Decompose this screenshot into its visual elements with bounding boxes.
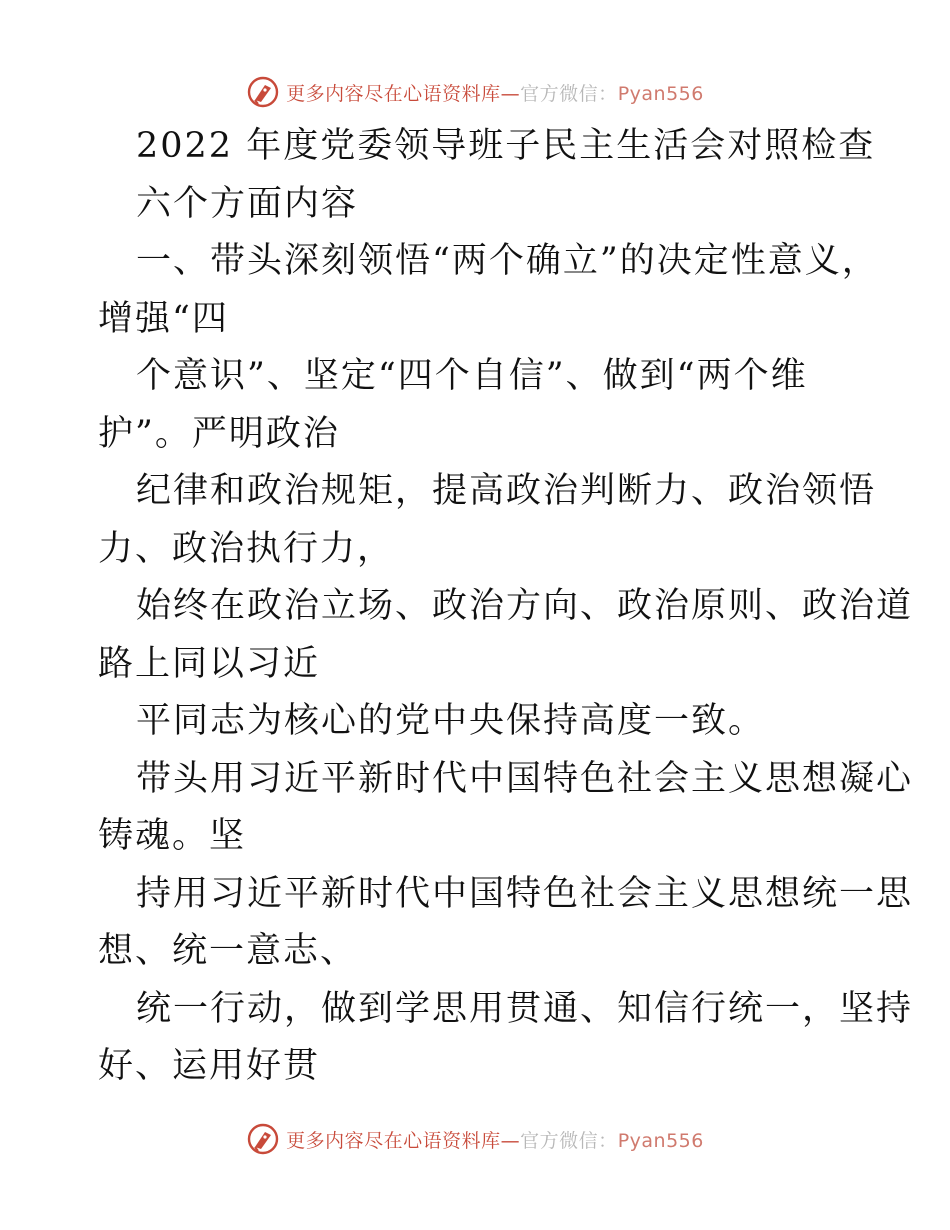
text-line: 一、带头深刻领悟“两个确立”的决定性意义， [136, 241, 879, 281]
text-line: 铸魂。坚 [98, 816, 247, 856]
document-body [98, 118, 914, 1096]
text-line: 想、统一意志、 [98, 931, 358, 971]
text-line: 力、政治执行力， [98, 528, 395, 569]
watermark-brand: 更多内容尽在心语资料库— [286, 82, 521, 105]
text-line: 纪律和政治规矩，提高政治判断力、政治领悟 [136, 471, 877, 511]
footer-watermark [0, 1117, 950, 1161]
text-line: 六个方面内容 [136, 183, 359, 224]
text-line: 路上同以习近 [98, 643, 321, 684]
watermark-wechat-label: 官方微信： [520, 82, 618, 105]
header-watermark [0, 70, 950, 114]
text-line: 2022 年度党委领导班子民主生活会对照检查 [136, 126, 876, 166]
text-line: 好、运用好贯 [98, 1046, 321, 1086]
pen-nib-logo-icon [246, 1122, 280, 1156]
watermark-wechat-id: Pyan556 [617, 82, 704, 105]
pen-nib-logo-icon [246, 75, 280, 109]
text-line: 带头用习近平新时代中国特色社会主义思想凝心 [136, 758, 914, 799]
text-line: 持用习近平新时代中国特色社会主义思想统一思 [136, 873, 914, 914]
text-line: 护”。严明政治 [98, 413, 340, 454]
text-line: 增强“四 [98, 298, 229, 339]
text-line: 统一行动，做到学思用贯通、知信行统一，坚持 [136, 988, 914, 1029]
watermark-wechat-label: 官方微信： [520, 1129, 618, 1152]
watermark-text [286, 1126, 704, 1153]
text-line: 个意识”、坚定“四个自信”、做到“两个维 [136, 356, 808, 396]
watermark-brand: 更多内容尽在心语资料库— [286, 1129, 521, 1152]
watermark-wechat-id: Pyan556 [617, 1129, 704, 1152]
text-line: 始终在政治立场、政治方向、政治原则、政治道 [136, 586, 914, 626]
text-line: 平同志为核心的党中央保持高度一致。 [136, 701, 766, 741]
watermark-text [286, 79, 704, 106]
